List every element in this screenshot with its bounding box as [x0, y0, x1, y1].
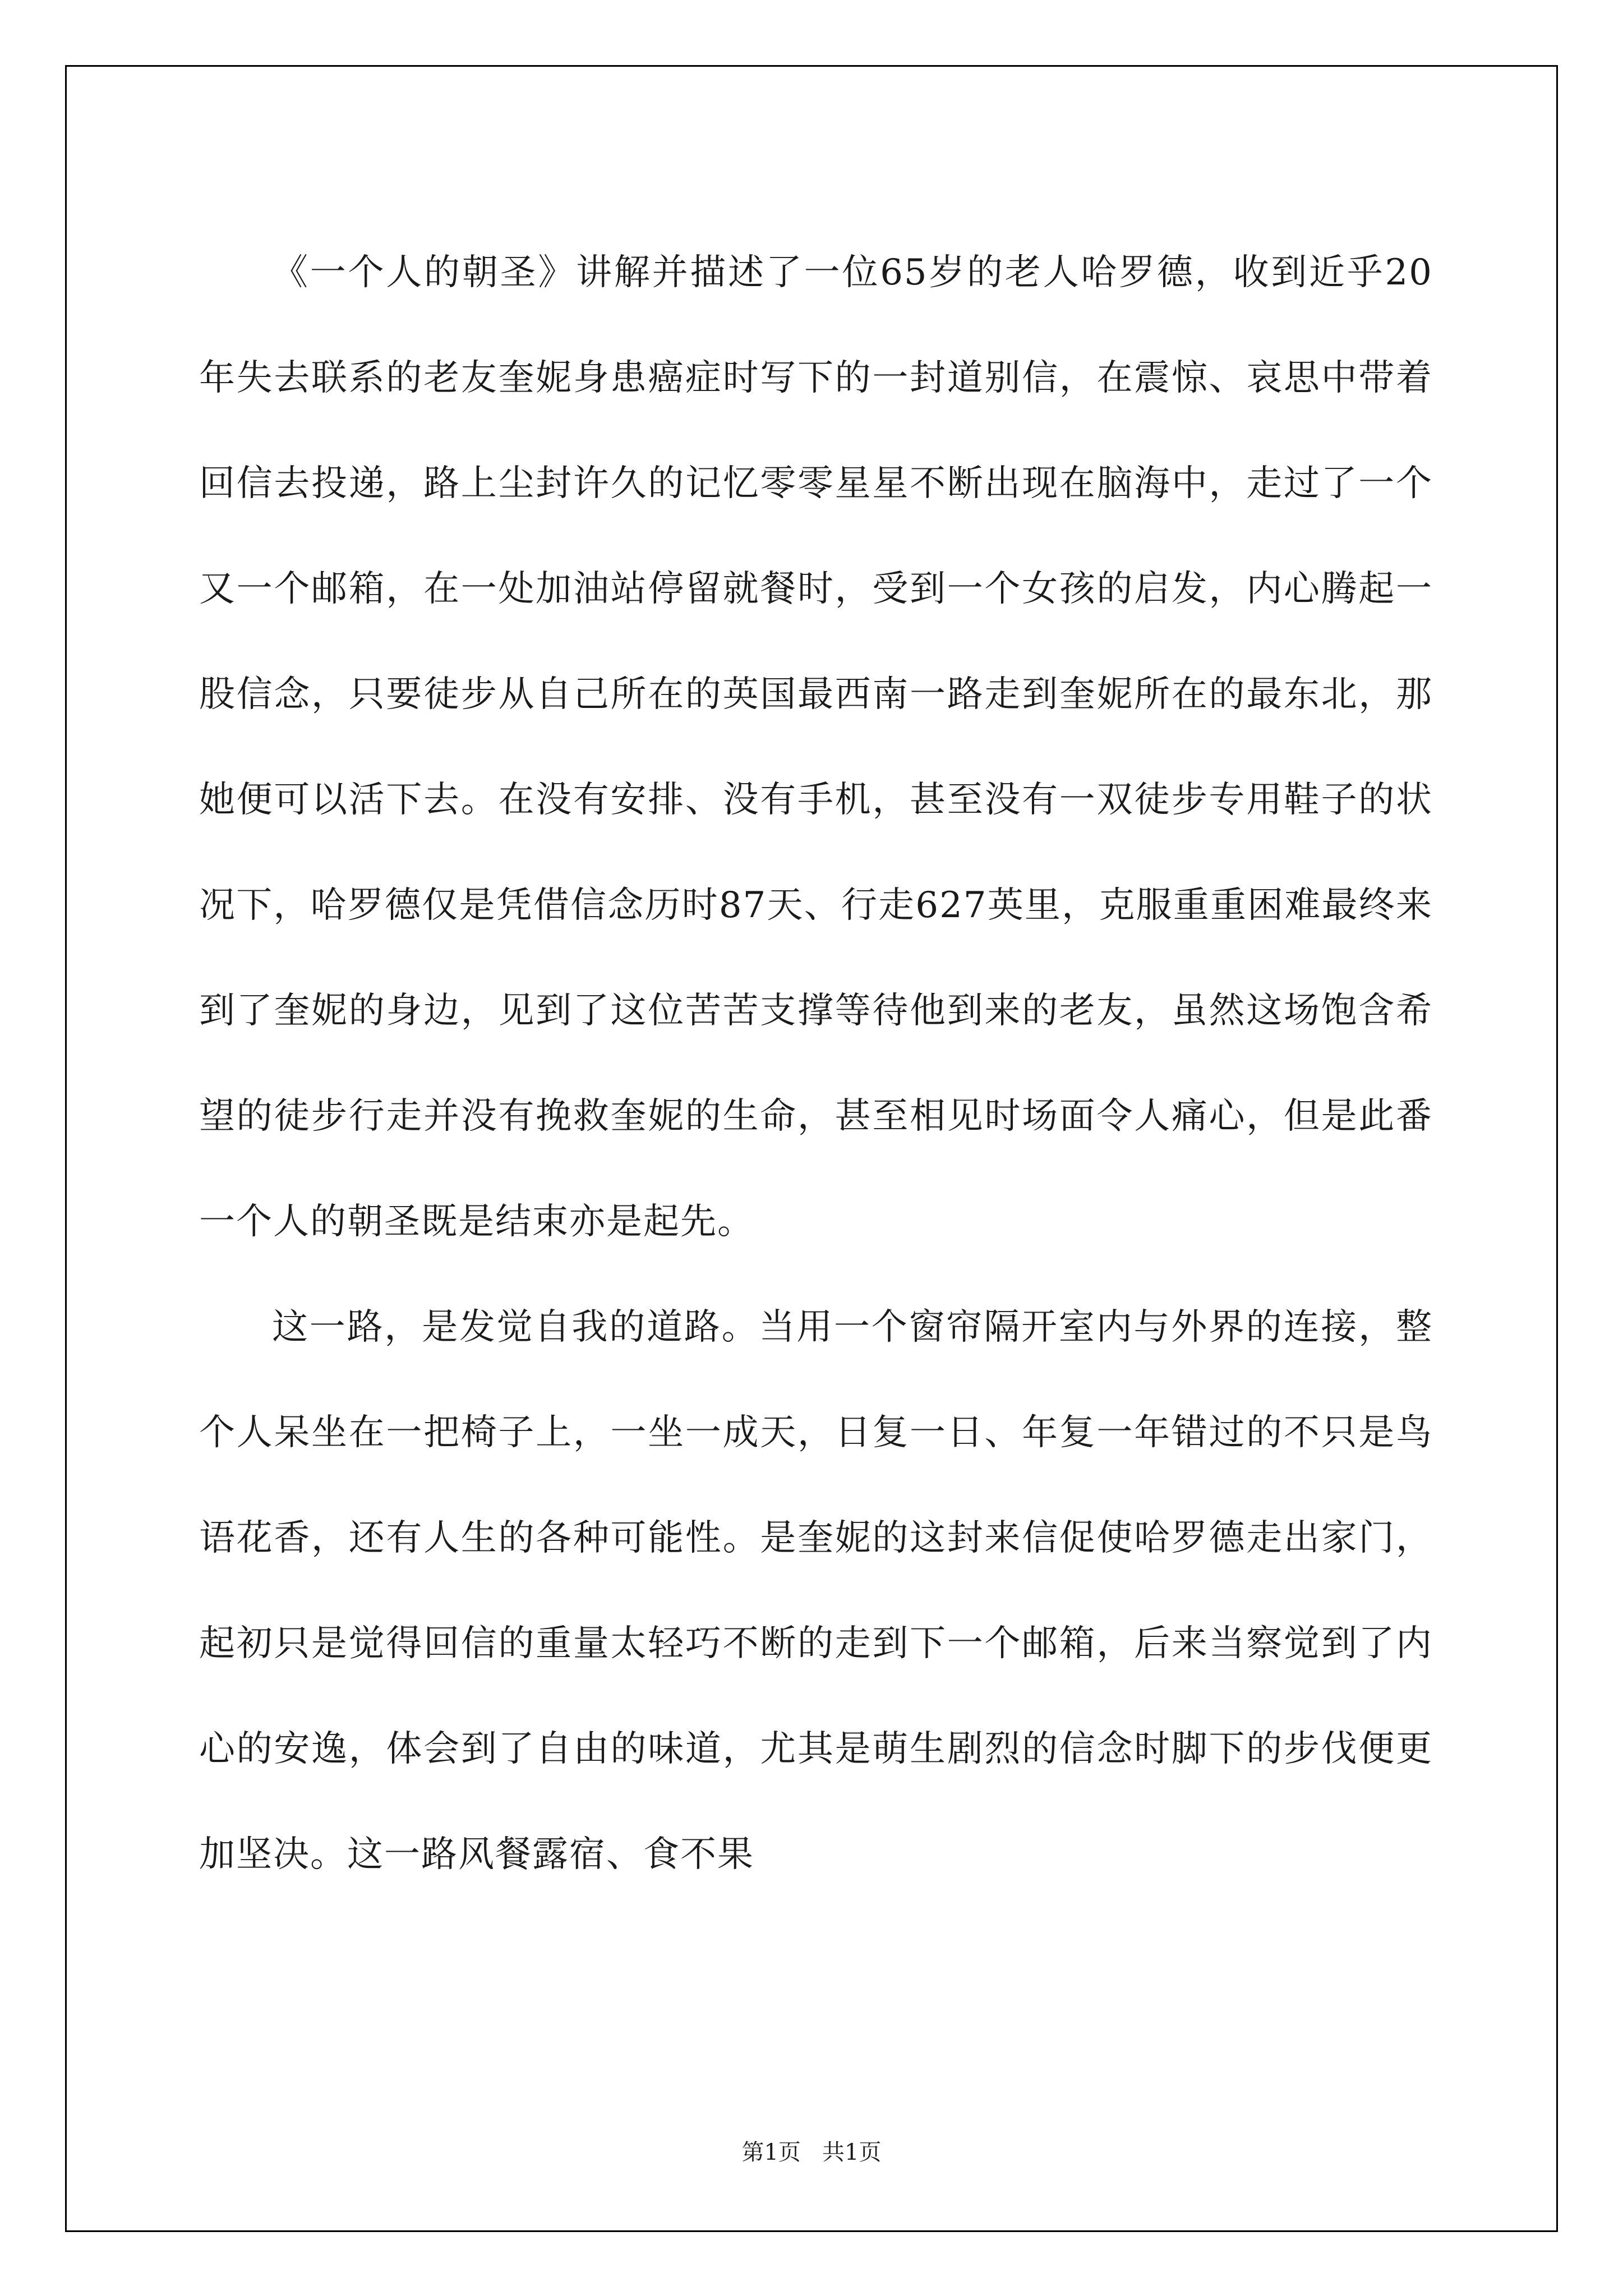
document-body — [199, 220, 1433, 1907]
paragraph-1: 《一个人的朝圣》讲解并描述了一位65岁的老人哈罗德，收到近乎20年失去联系的老友奎妮身患癌症时写下的一封道别信，在震惊、哀思中带着回信去投递，路上尘封许久的记忆零零星星不断出现在脑海中，走过了一个又一个邮箱，在一处加油站停留就餐时，受到一个女孩的启发，内心腾起一股信念，只要徒步从自己所在的英国最西南一路走到奎妮所在的最东北，那她便可以活下去。在没有安排、没有手机，甚至没有一双徒步专用鞋子的状况下，哈罗德仅是凭借信念历时87天、行走627英里，克服重重困难最终来到了奎妮的身边，见到了这位苦苦支撑等待他到来的老友，虽然这场饱含希望的徒步行走并没有挽救奎妮的生命，甚至相见时场面令人痛心，但是此番一个人的朝圣既是结束亦是起先。 — [199, 252, 1433, 1243]
page-footer: 第1页 共1页 — [741, 2139, 882, 2165]
paragraph-2: 这一路，是发觉自我的道路。当用一个窗帘隔开室内与外界的连接，整个人呆坐在一把椅子上，一坐一成天，日复一日、年复一年错过的不只是鸟语花香，还有人生的各种可能性。是奎妮的这封来信促使哈罗德走出家门，起初只是觉得回信的重量太轻巧不断的走到下一个邮箱，后来当察觉到了内心的安逸，体会到了自由的味道，尤其是萌生剧烈的信念时脚下的步伐便更加坚决。这一路风餐露宿、食不果 — [199, 1306, 1433, 1875]
